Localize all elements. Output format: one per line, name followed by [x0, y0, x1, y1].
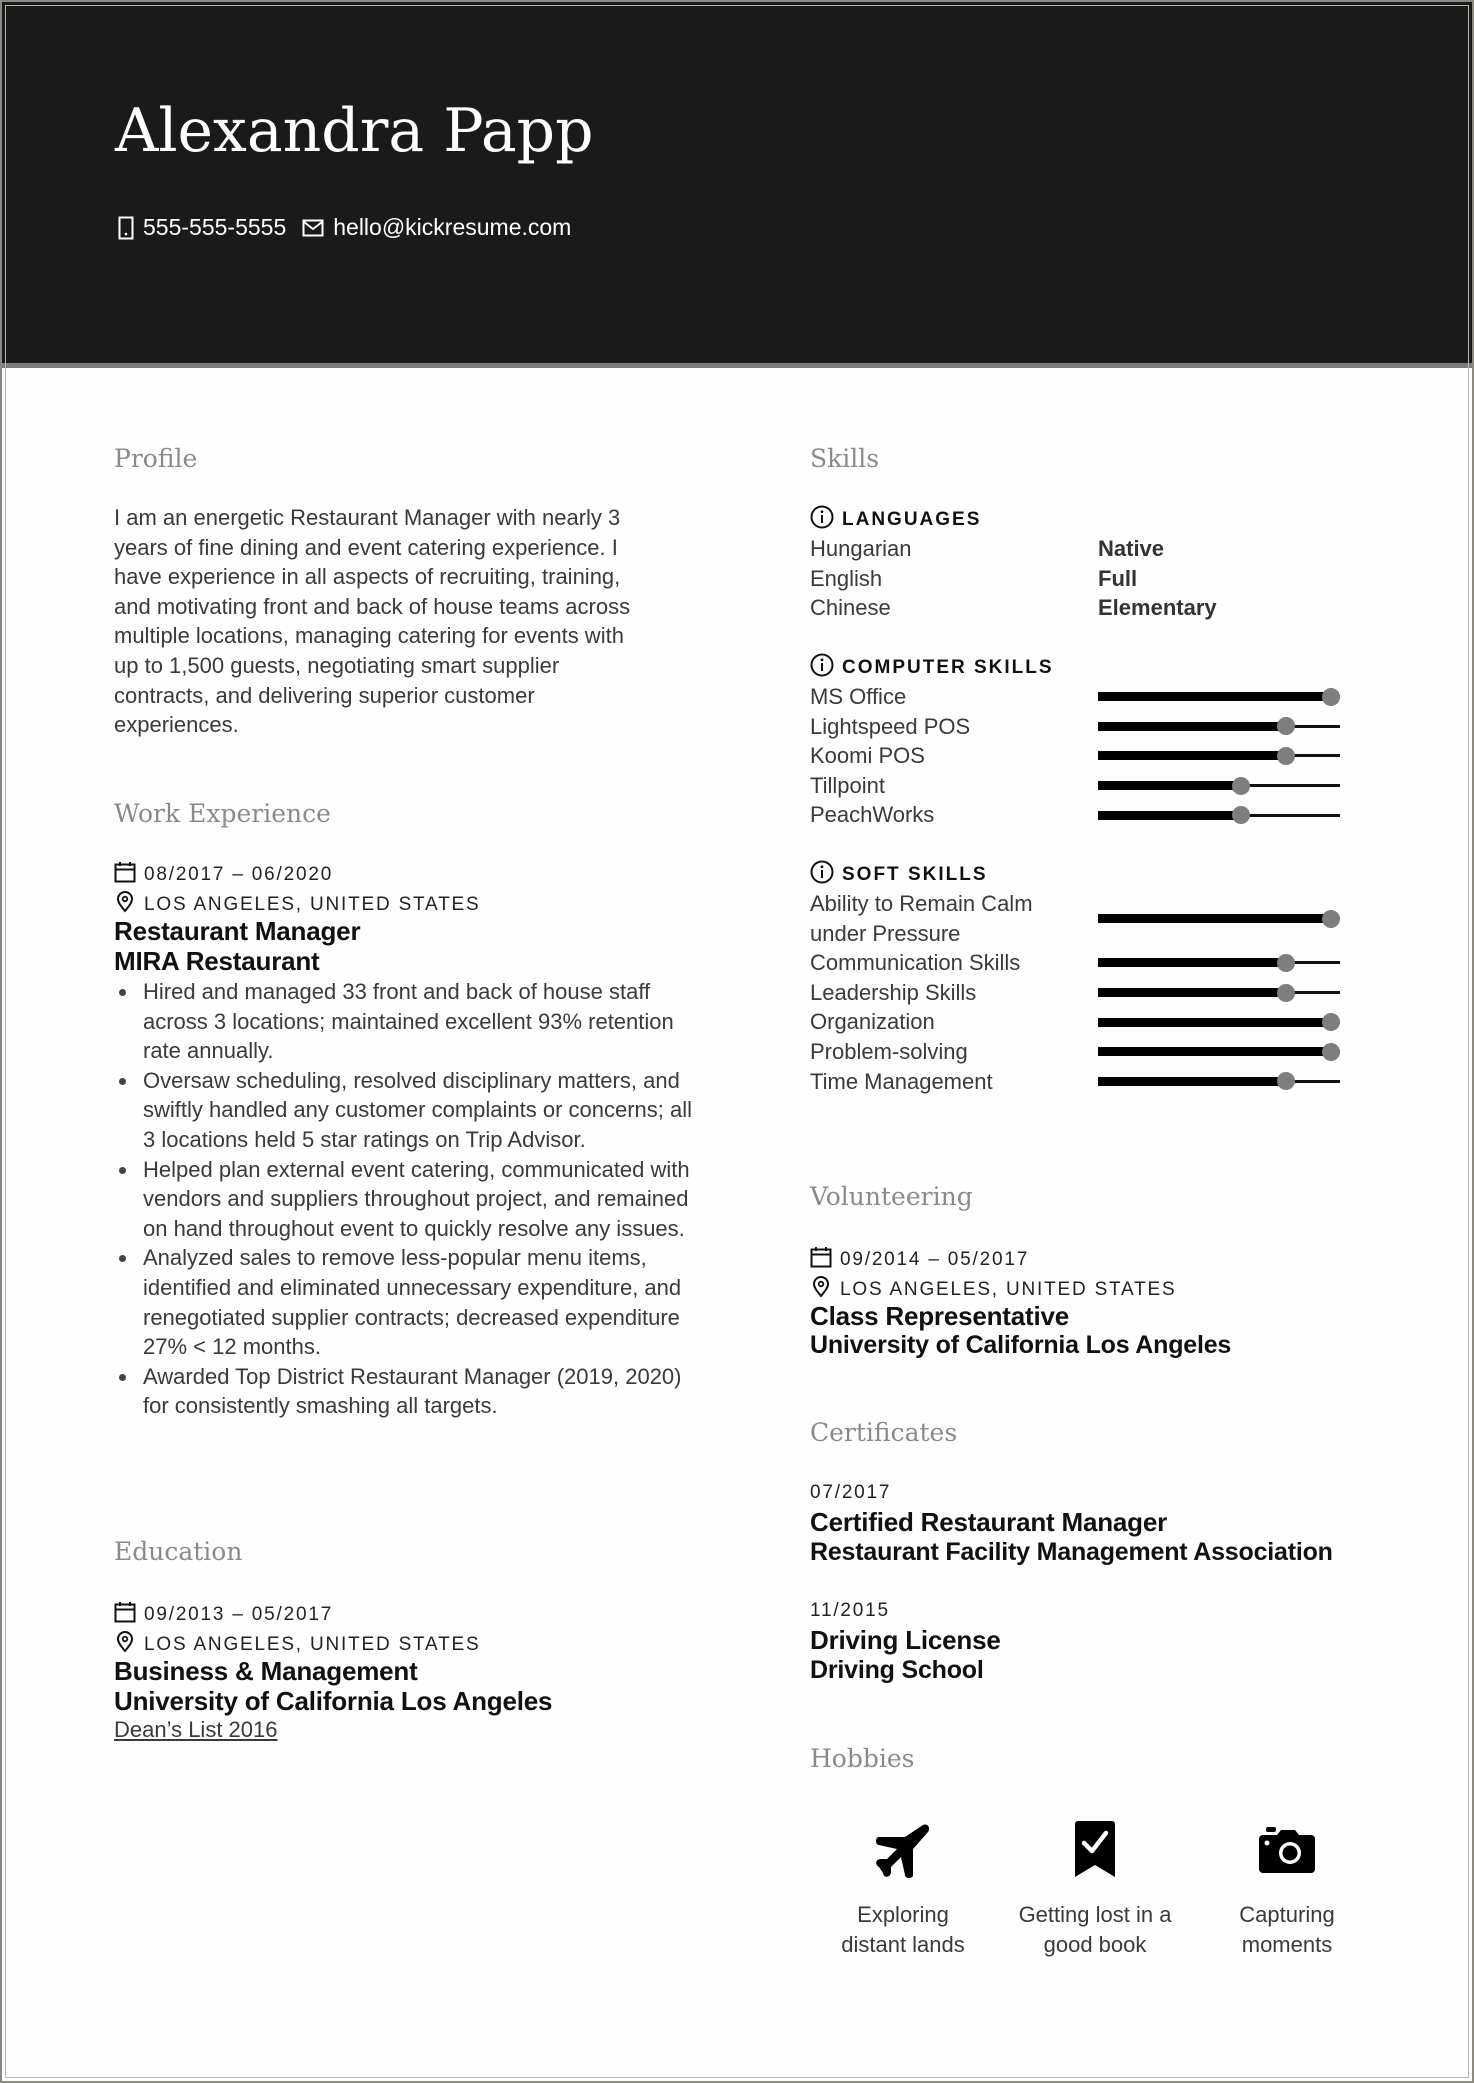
- skills-subtitle-languages: [810, 505, 981, 535]
- skill-name: Ability to Remain Calm: [810, 891, 1033, 916]
- slider-knob: [1277, 954, 1295, 972]
- skill-name: Koomi POS: [810, 743, 925, 769]
- skill-level-slider: [1098, 910, 1340, 928]
- skill-name-continued: under Pressure: [810, 920, 961, 946]
- certificate-date: 07/2017: [810, 1482, 892, 1503]
- hobby-item: [1192, 1820, 1382, 1959]
- language-level: Full: [1098, 566, 1138, 591]
- soft-skills-title: SOFT SKILLS: [842, 864, 988, 885]
- contact-phone[interactable]: [118, 214, 286, 241]
- education-dates: [114, 1601, 333, 1629]
- phone-icon: [118, 216, 134, 240]
- slider-fill: [1098, 722, 1286, 731]
- section-title-profile: Profile: [114, 444, 198, 473]
- certificate-issuer: Driving School: [810, 1656, 984, 1684]
- language-row: [810, 564, 1400, 594]
- language-level: Native: [1098, 536, 1165, 561]
- skill-row: [810, 800, 1400, 830]
- profile-line: and motivating front and back of house teams across: [114, 593, 631, 619]
- profile-summary: [114, 503, 714, 740]
- skill-row: [810, 889, 1400, 948]
- skill-name: MS Office: [810, 684, 907, 709]
- skill-level-slider: [1098, 747, 1340, 765]
- slider-knob: [1277, 747, 1295, 765]
- profile-line: experiences.: [114, 712, 239, 738]
- job-title: Restaurant Manager: [114, 916, 361, 946]
- skill-level-slider: [1098, 984, 1340, 1002]
- skill-row: [810, 978, 1400, 1008]
- hobby-label-line: Exploring: [857, 1902, 949, 1927]
- skills-subtitle-soft: [810, 860, 988, 890]
- skill-name: Communication Skills: [810, 950, 1021, 976]
- info-icon: [810, 653, 834, 683]
- profile-line: up to 1,500 guests, negotiating smart supplier: [114, 652, 560, 678]
- skill-level-slider: [1098, 777, 1340, 795]
- profile-line: contracts, and delivering superior customer: [114, 682, 535, 708]
- education-note-link[interactable]: Dean’s List 2016: [114, 1717, 278, 1742]
- volunteering-location-text: LOS ANGELES, UNITED STATES: [840, 1279, 1177, 1300]
- volunteering-role: Class Representative: [810, 1301, 1070, 1331]
- slider-fill: [1098, 811, 1241, 820]
- skill-level-slider: [1098, 1072, 1340, 1090]
- slider-knob: [1232, 806, 1250, 824]
- skill-row: [810, 948, 1400, 978]
- volunteering-location: [810, 1276, 1176, 1304]
- achievement-item: Oversaw scheduling, resolved disciplinary matters, and swiftly handled any customer complaints or concerns; all 3 locations held 5 star ratings on Trip Advisor.: [114, 1066, 694, 1155]
- job-location: [114, 891, 480, 919]
- calendar-icon: [114, 1601, 136, 1629]
- email-address: hello@kickresume.com: [333, 214, 572, 240]
- location-pin-icon: [810, 1276, 832, 1304]
- hobby-label-line: Getting lost in a: [1018, 1902, 1172, 1927]
- camera-icon: [1192, 1820, 1382, 1880]
- slider-knob: [1322, 1013, 1340, 1031]
- skill-name: Lightspeed POS: [810, 713, 971, 739]
- section-title-education: Education: [114, 1537, 243, 1566]
- contact-line: [118, 214, 577, 241]
- skill-level-slider: [1098, 954, 1340, 972]
- hobby-label-line: distant lands: [841, 1931, 965, 1957]
- location-pin-icon: [114, 891, 136, 919]
- education-dates-text: 09/2013 – 05/2017: [144, 1604, 334, 1625]
- hobby-label: [808, 1900, 998, 1959]
- achievement-item: Analyzed sales to remove less-popular menu items, identified and eliminated unnecessary expenditure, and renegotiated supplier contracts; decreased expenditure 27% < 12 months.: [114, 1243, 694, 1361]
- language-row: [810, 534, 1400, 564]
- slider-knob: [1322, 688, 1340, 706]
- envelope-icon: [302, 219, 324, 237]
- skill-row: [810, 1007, 1400, 1037]
- skill-row: [810, 682, 1400, 712]
- profile-line: multiple locations, managing catering for events with: [114, 623, 624, 649]
- skill-name: Tillpoint: [810, 772, 885, 798]
- volunteering-organization: University of California Los Angeles: [810, 1331, 1232, 1359]
- slider-fill: [1098, 1047, 1331, 1056]
- language-name: English: [810, 566, 883, 591]
- skill-level-slider: [1098, 1043, 1340, 1061]
- slider-knob: [1277, 717, 1295, 735]
- volunteering-dates-text: 09/2014 – 05/2017: [840, 1249, 1030, 1270]
- slider-fill: [1098, 781, 1241, 790]
- slider-fill: [1098, 914, 1331, 923]
- language-level: Elementary: [1098, 595, 1217, 620]
- skill-row: [810, 771, 1400, 801]
- skill-row: [810, 712, 1400, 742]
- calendar-icon: [114, 861, 136, 889]
- airplane-icon: [808, 1820, 998, 1880]
- certificate-name: Certified Restaurant Manager: [810, 1507, 1168, 1537]
- hobby-label-line: Capturing: [1239, 1902, 1335, 1927]
- bookmark-check-icon: [1000, 1820, 1190, 1880]
- education-school: University of California Los Angeles: [114, 1686, 553, 1716]
- skill-level-slider: [1098, 806, 1340, 824]
- skills-subtitle-computer: [810, 653, 1054, 683]
- certificate-date: 11/2015: [810, 1600, 890, 1621]
- achievement-item: Hired and managed 33 front and back of house staff across 3 locations; maintained excellent 93% retention rate annually.: [114, 977, 694, 1066]
- language-row: [810, 593, 1400, 623]
- slider-knob: [1277, 1072, 1295, 1090]
- skill-row: [810, 741, 1400, 771]
- slider-fill: [1098, 988, 1286, 997]
- hobby-item: [1000, 1820, 1190, 1959]
- education-location-text: LOS ANGELES, UNITED STATES: [144, 1634, 481, 1655]
- skill-name: Organization: [810, 1009, 935, 1035]
- skill-level-slider: [1098, 688, 1340, 706]
- phone-number: 555-555-5555: [143, 214, 287, 240]
- slider-knob: [1232, 777, 1250, 795]
- achievement-item: Awarded Top District Restaurant Manager (2019, 2020) for consistently smashing all targets.: [114, 1362, 694, 1421]
- achievement-item: Helped plan external event catering, communicated with vendors and suppliers throughout project, and remained on hand throughout event to quickly resolve any issues.: [114, 1155, 694, 1244]
- profile-line: have experience in all aspects of recruiting, training,: [114, 564, 621, 590]
- section-title-work-experience: Work Experience: [114, 799, 331, 828]
- hobby-label-line: good book: [1043, 1931, 1147, 1957]
- skill-name: PeachWorks: [810, 802, 935, 828]
- job-dates-text: 08/2017 – 06/2020: [144, 864, 334, 885]
- skill-name: Leadership Skills: [810, 979, 977, 1005]
- hobby-item: [808, 1820, 998, 1959]
- slider-fill: [1098, 692, 1331, 701]
- skill-level-slider: [1098, 717, 1340, 735]
- slider-knob: [1277, 984, 1295, 1002]
- skill-level-slider: [1098, 1013, 1340, 1031]
- education-degree: Business & Management: [114, 1656, 418, 1686]
- slider-fill: [1098, 1077, 1286, 1086]
- slider-fill: [1098, 1018, 1331, 1027]
- profile-line: years of fine dining and event catering experience. I: [114, 534, 618, 560]
- language-name: Hungarian: [810, 536, 912, 561]
- languages-title: LANGUAGES: [842, 509, 982, 530]
- section-title-skills: Skills: [810, 444, 880, 473]
- skill-row: [810, 1037, 1400, 1067]
- section-title-volunteering: Volunteering: [810, 1182, 973, 1211]
- profile-line: I am an energetic Restaurant Manager with nearly 3: [114, 505, 621, 530]
- info-icon: [810, 505, 834, 535]
- job-dates: [114, 861, 333, 889]
- job-achievements: [114, 977, 694, 1421]
- section-title-certificates: Certificates: [810, 1418, 958, 1447]
- section-title-hobbies: Hobbies: [810, 1744, 915, 1773]
- certificate-name: Driving License: [810, 1625, 1001, 1655]
- resume-header: [2, 2, 1472, 368]
- calendar-icon: [810, 1246, 832, 1274]
- job-location-text: LOS ANGELES, UNITED STATES: [144, 894, 481, 915]
- slider-knob: [1322, 910, 1340, 928]
- hobby-label: [1192, 1900, 1382, 1959]
- skill-name: Time Management: [810, 1068, 993, 1094]
- computer-skills-title: COMPUTER SKILLS: [842, 657, 1054, 678]
- education-location: [114, 1631, 480, 1659]
- info-icon: [810, 860, 834, 890]
- language-name: Chinese: [810, 595, 891, 620]
- certificate-issuer: Restaurant Facility Management Association: [810, 1538, 1333, 1566]
- slider-fill: [1098, 751, 1286, 760]
- hobby-label: [1000, 1900, 1190, 1959]
- job-company: MIRA Restaurant: [114, 946, 320, 976]
- slider-knob: [1322, 1043, 1340, 1061]
- hobby-label-line: moments: [1241, 1931, 1333, 1957]
- contact-email[interactable]: [302, 214, 571, 241]
- skill-name: Problem-solving: [810, 1039, 968, 1064]
- volunteering-dates: [810, 1246, 1029, 1274]
- candidate-name: Alexandra Papp: [115, 96, 594, 166]
- slider-fill: [1098, 958, 1286, 967]
- location-pin-icon: [114, 1631, 136, 1659]
- skill-row: [810, 1067, 1400, 1097]
